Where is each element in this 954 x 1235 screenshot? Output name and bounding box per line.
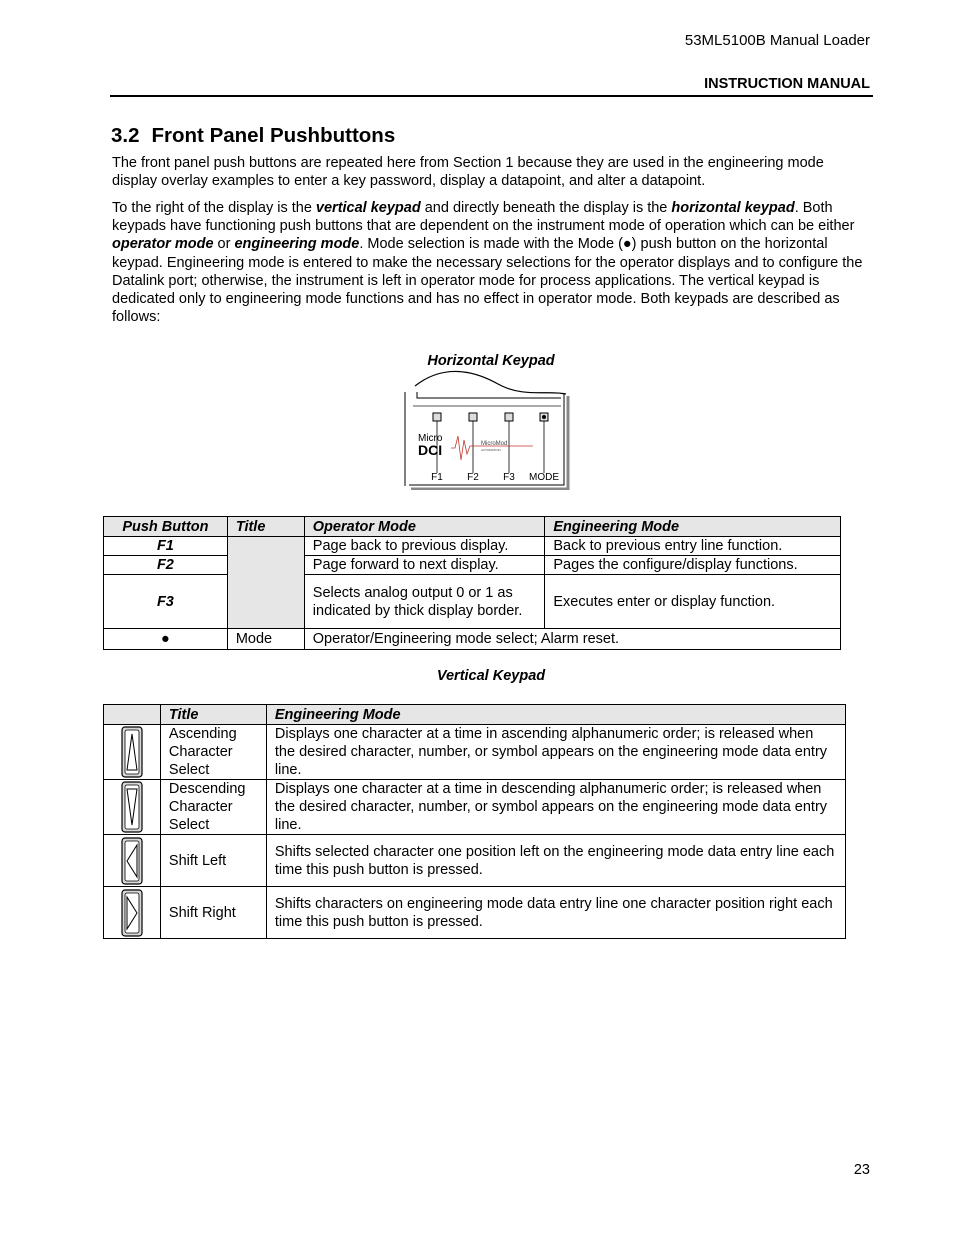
- horizontal-keypad-table: [103, 516, 841, 650]
- vertical-keypad-table: [103, 704, 846, 939]
- horizontal-keypad-caption: Horizontal Keypad: [427, 353, 555, 369]
- up-arrow-key-icon: [121, 726, 143, 778]
- manual-label: INSTRUCTION MANUAL: [704, 76, 870, 92]
- header-push-button: Push Button: [104, 517, 228, 537]
- table-row: [104, 887, 846, 939]
- engineering-mode-cell: Pages the configure/display functions.: [545, 556, 841, 575]
- mode-dot-symbol: ●: [622, 236, 632, 253]
- table-row: [104, 629, 841, 650]
- table-row: [104, 575, 841, 629]
- left-arrow-key-icon: [121, 837, 143, 885]
- title-cell: Ascending Character Select: [160, 725, 266, 780]
- header-rule: [110, 95, 873, 97]
- mode-key-icon: [540, 413, 548, 473]
- push-button-cell: ●: [104, 629, 228, 650]
- table-header-row: [104, 705, 846, 725]
- mode-label: MODE: [529, 472, 559, 483]
- paragraph-keypads: To the right of the display is the vertical keypad and directly beneath the display is the horizontal keypad. Both keypads have functioning push buttons that are dependent on the instrument mode of operation which can be either operator mode or engineering mode. Mode selection is made with the Mode (●) push button on the horizontal keypad. Engineering mode is entered to make the necessary selections for the operator displays and to configure the Datalink port; otherwise, the instrument is left in operator mode for process applications. The vertical keypad is dedicated only to engineering mode functions and has no effect in operator mode. Both keypads are described as follows:: [112, 200, 863, 326]
- description-cell: Displays one character at a time in descending alphanumeric order; is released when the desired character, number, or symbol appears on the engineering mode data entry line.: [266, 780, 845, 835]
- table-row: [104, 780, 846, 835]
- table-row: [104, 725, 846, 780]
- title-cell: Descending Character Select: [160, 780, 266, 835]
- f1-label: F1: [431, 472, 443, 483]
- section-number: 3.2: [111, 124, 140, 147]
- push-button-cell: F2: [104, 556, 228, 575]
- micro-dci-logo-top: Micro: [418, 433, 443, 444]
- doc-title: 53ML5100B Manual Loader: [684, 32, 870, 49]
- engineering-mode-cell: Executes enter or display function.: [545, 575, 841, 629]
- header-engineering-mode: Engineering Mode: [545, 517, 841, 537]
- f2-key-icon: [469, 413, 477, 473]
- micro-dci-logo-bottom: DCI: [418, 442, 443, 458]
- header-title: Title: [227, 517, 304, 537]
- f3-label: F3: [503, 472, 515, 483]
- operator-mode-cell: Page forward to next display.: [304, 556, 545, 575]
- down-arrow-key-icon: [121, 781, 143, 833]
- push-button-cell: F3: [104, 575, 228, 629]
- description-cell: Shifts characters on engineering mode data entry line one character position right each time this push button is pressed.: [266, 887, 845, 939]
- table-row: [104, 556, 841, 575]
- table-header-row: [104, 517, 841, 537]
- description-cell: Displays one character at a time in ascending alphanumeric order; is released when the desired character, number, or symbol appears on the engineering mode data entry line.: [266, 725, 845, 780]
- brand-text: MicroMod: [481, 441, 508, 447]
- brand-subtext: AUTOMATION: [481, 448, 501, 452]
- title-cell: Mode: [227, 629, 304, 650]
- title-cell: [227, 537, 304, 629]
- header-icon: [104, 705, 161, 725]
- header-engineering-mode: Engineering Mode: [266, 705, 845, 725]
- right-arrow-key-icon: [121, 889, 143, 937]
- table-row: [104, 835, 846, 887]
- title-cell: Shift Left: [160, 835, 266, 887]
- header-title: Title: [160, 705, 266, 725]
- description-cell: Shifts selected character one position left on the engineering mode data entry line each time this push button is pressed.: [266, 835, 845, 887]
- vertical-keypad-caption: Vertical Keypad: [436, 668, 546, 684]
- operator-mode-cell: Selects analog output 0 or 1 as indicated by thick display border.: [304, 575, 545, 629]
- title-cell: Shift Right: [160, 887, 266, 939]
- operator-engineering-cell: Operator/Engineering mode select; Alarm reset.: [304, 629, 840, 650]
- header-operator-mode: Operator Mode: [304, 517, 545, 537]
- paragraph-intro: The front panel push buttons are repeated here from Section 1 because they are used in the engineering mode display overlay examples to enter a key password, display a datapoint, and alter a datapoint.: [112, 155, 824, 190]
- page-number: 23: [853, 1162, 870, 1178]
- f2-label: F2: [467, 472, 479, 483]
- section-title: Front Panel Pushbuttons: [151, 124, 396, 147]
- table-row: [104, 537, 841, 556]
- operator-mode-cell: Page back to previous display.: [304, 537, 545, 556]
- push-button-cell: F1: [104, 537, 228, 556]
- horizontal-keypad-figure: [403, 368, 573, 490]
- engineering-mode-cell: Back to previous entry line function.: [545, 537, 841, 556]
- icon-cell: [104, 887, 161, 939]
- icon-cell: [104, 835, 161, 887]
- icon-cell: [104, 780, 161, 835]
- icon-cell: [104, 725, 161, 780]
- section-heading: [111, 124, 395, 148]
